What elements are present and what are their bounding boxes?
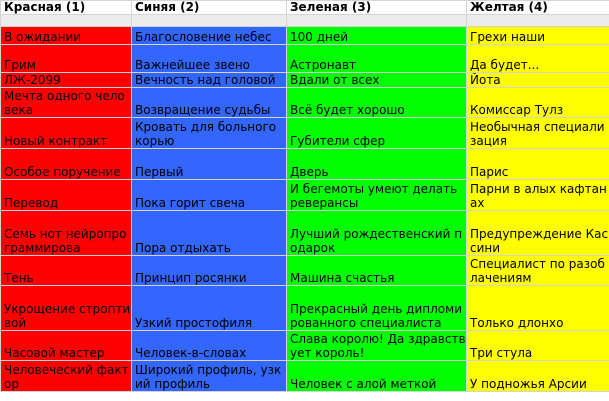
cell-green[interactable]: [287, 180, 467, 211]
table-row: [1, 286, 609, 331]
table-row: [1, 149, 609, 180]
cell-text: Новый контракт: [4, 134, 108, 148]
header-blue[interactable]: Синяя (2): [132, 1, 287, 15]
cell-text: Важнейшее звено: [135, 58, 251, 72]
cell-green[interactable]: [287, 331, 467, 361]
cell-text: Предупреждение Кассини: [470, 227, 609, 255]
cell-green[interactable]: [287, 73, 467, 88]
table-row: [1, 45, 609, 73]
cell-blue[interactable]: [132, 286, 287, 331]
header-green[interactable]: Зеленая (3): [287, 1, 467, 15]
cell-blue[interactable]: [132, 88, 287, 118]
cell-red[interactable]: [1, 73, 132, 88]
cell-text: Мечта одного человека: [4, 89, 125, 117]
cell-text: Кровать для больного корью: [135, 120, 277, 148]
cell-text: 100 дней: [290, 30, 349, 44]
cell-text: Лучший рождественский подарок: [290, 227, 463, 255]
cell-text: Астронавт: [290, 58, 357, 72]
cell-text: Только длонхо: [470, 316, 564, 330]
separator-cell: [1, 15, 132, 27]
cell-yellow[interactable]: [467, 180, 609, 211]
cell-text: Человеческий фактор: [4, 363, 129, 391]
cell-yellow[interactable]: [467, 45, 609, 73]
cell-yellow[interactable]: [467, 88, 609, 118]
cell-green[interactable]: [287, 118, 467, 149]
cell-text: Да будет...: [470, 58, 540, 72]
cell-red[interactable]: [1, 180, 132, 211]
cell-text: Возвращение судьбы: [135, 103, 271, 117]
cell-red[interactable]: [1, 286, 132, 331]
cell-red[interactable]: [1, 211, 132, 256]
cell-text: Первый: [135, 165, 184, 179]
cell-text: Машина счастья: [290, 271, 395, 285]
cell-text: Три стула: [470, 346, 533, 360]
cell-green[interactable]: [287, 27, 467, 45]
cell-green[interactable]: [287, 256, 467, 286]
cell-text: Парни в алых кафтанах: [470, 182, 607, 210]
cell-text: Необычная специализация: [470, 120, 605, 148]
cell-text: Вдали от всех: [290, 73, 380, 87]
cell-green[interactable]: [287, 149, 467, 180]
cell-yellow[interactable]: [467, 286, 609, 331]
cell-yellow[interactable]: [467, 118, 609, 149]
cell-red[interactable]: [1, 45, 132, 73]
cell-blue[interactable]: [132, 118, 287, 149]
cell-text: Вечность над головой: [135, 73, 276, 87]
cell-green[interactable]: [287, 88, 467, 118]
cell-blue[interactable]: [132, 149, 287, 180]
cell-text: И бегемоты умеют делать реверансы: [290, 182, 458, 210]
table-row: [1, 331, 609, 361]
separator-cell: [467, 15, 609, 27]
table-row: [1, 361, 609, 392]
cell-text: Йота: [470, 73, 501, 87]
cell-blue[interactable]: [132, 73, 287, 88]
header-red[interactable]: Красная (1): [1, 1, 132, 15]
cell-text: Парис: [470, 165, 509, 179]
separator-row: [1, 15, 609, 27]
cell-green[interactable]: [287, 361, 467, 392]
cell-text: Широкий профиль, узкий профиль: [135, 363, 282, 391]
separator-cell: [287, 15, 467, 27]
table-row: [1, 211, 609, 256]
cell-yellow[interactable]: [467, 73, 609, 88]
cell-text: Прекрасный день дипломированного специалиста: [290, 302, 462, 330]
cell-red[interactable]: [1, 361, 132, 392]
cell-green[interactable]: [287, 45, 467, 73]
cell-text: Всё будет хорошо: [290, 103, 405, 117]
cell-text: Укрощение строптивой: [4, 302, 131, 330]
cell-text: Пора отдыхать: [135, 241, 231, 255]
cell-text: Часовой мастер: [4, 346, 105, 360]
table-row: [1, 27, 609, 45]
cell-text: Пока горит свеча: [135, 196, 246, 210]
cell-text: Особое поручение: [4, 165, 121, 179]
header-row: [1, 1, 609, 15]
cell-text: ЛЖ-2099: [4, 73, 61, 87]
table-row: [1, 73, 609, 88]
cell-yellow[interactable]: [467, 256, 609, 286]
cell-blue[interactable]: [132, 27, 287, 45]
cell-yellow[interactable]: [467, 27, 609, 45]
cell-yellow[interactable]: [467, 149, 609, 180]
table-row: [1, 118, 609, 149]
cell-text: Благословение небес: [135, 30, 272, 44]
cell-blue[interactable]: [132, 256, 287, 286]
cell-red[interactable]: [1, 256, 132, 286]
cell-text: Семь нот нейропрограммирова: [4, 227, 127, 255]
cell-text: Грим: [4, 58, 36, 72]
cell-yellow[interactable]: [467, 361, 609, 392]
cell-text: Комиссар Тулз: [470, 103, 564, 117]
cell-text: Дверь: [290, 165, 329, 179]
cell-green[interactable]: [287, 211, 467, 256]
cell-green[interactable]: [287, 286, 467, 331]
cell-text: Губители сфер: [290, 134, 386, 148]
cell-text: Человек с алой меткой: [290, 377, 437, 391]
table-row: [1, 256, 609, 286]
cell-yellow[interactable]: [467, 331, 609, 361]
cell-red[interactable]: [1, 149, 132, 180]
cell-blue[interactable]: [132, 211, 287, 256]
cell-text: В ожидании: [4, 30, 82, 44]
cell-red[interactable]: [1, 118, 132, 149]
cell-text: Тень: [4, 271, 34, 285]
table-row: [1, 180, 609, 211]
cell-text: Принцип росянки: [135, 271, 247, 285]
cell-text: Человек-в-словах: [135, 346, 247, 360]
cell-blue[interactable]: [132, 361, 287, 392]
separator-cell: [132, 15, 287, 27]
cell-text: Специалист по разоблачениям: [470, 257, 605, 285]
cell-red[interactable]: [1, 88, 132, 118]
cell-text: Слава королю! Да здравствует король!: [290, 332, 466, 360]
cell-text: У подножья Арсии: [470, 377, 587, 391]
header-yellow[interactable]: Желтая (4): [467, 1, 609, 15]
cell-text: Грехи наши: [470, 30, 546, 44]
cell-blue[interactable]: [132, 180, 287, 211]
table-row: [1, 88, 609, 118]
cell-red[interactable]: [1, 27, 132, 45]
cell-blue[interactable]: [132, 45, 287, 73]
cell-text: Узкий простофиля: [135, 316, 253, 330]
cell-yellow[interactable]: [467, 211, 609, 256]
cell-text: Перевод: [4, 196, 59, 210]
cell-blue[interactable]: [132, 331, 287, 361]
cell-red[interactable]: [1, 331, 132, 361]
